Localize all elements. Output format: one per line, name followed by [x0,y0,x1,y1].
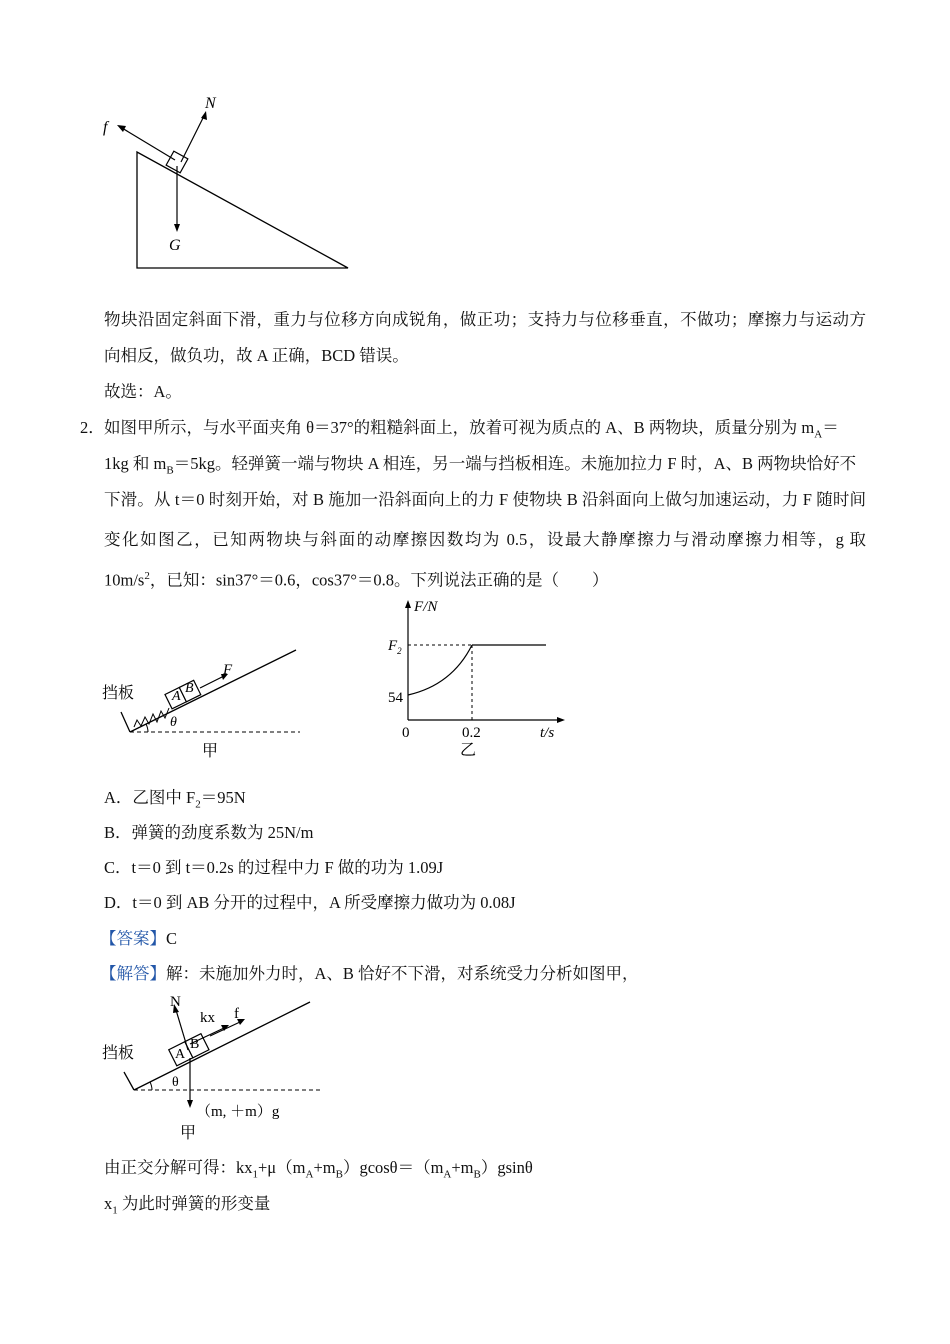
q2-line3: 下滑。从 t＝0 时刻开始，对 B 施加一沿斜面向上的力 F 使物块 B 沿斜面向上做匀加速运动，力 F 随时间 [104,490,866,509]
q2-l5-sup: 2 [144,570,150,582]
q2-l1-end: ＝ [822,418,839,437]
note-x: x [104,1194,113,1213]
figure-yi-graph [380,595,580,765]
label-f: f [234,1006,239,1022]
option-B: B．弹簧的劲度系数为 25N/m [104,823,314,842]
caption-jia: 甲 [202,743,219,760]
caption-yi: 乙 [460,742,477,759]
ylabel: F/N [414,599,438,615]
normal-arrow [181,116,204,162]
choice-line: 故选：A。 [104,382,182,401]
answer-line [100,929,177,949]
equation-line [104,1158,533,1184]
caption-jia2: 甲 [180,1125,197,1142]
incline-force-diagram [95,88,365,278]
label-f: f [103,119,108,136]
note-line [104,1194,270,1220]
tick-origin: 0 [402,725,410,741]
baffle-wall [121,712,130,732]
para1-line2: 向相反，做负功，故 A 正确，BCD 错误。 [104,346,409,365]
label-A: A [172,689,181,704]
q2-line5 [104,566,609,591]
label-B: B [190,1037,200,1052]
tick-0.2: 0.2 [462,725,481,741]
option-C: C．t＝0 到 t＝0.2s 的过程中力 F 做的功为 1.09J [104,858,444,877]
q2-l5-text: 10m/s [104,570,145,590]
xlabel: t/s [540,725,555,741]
q2-line1 [104,418,866,444]
eq-part-a: 由正交分解可得：kx [104,1158,253,1177]
eq-part-b: +μ（m [258,1158,306,1177]
q2-l2-end: ＝5kg。轻弹簧一端与物块 A 相连，另一端与挡板相连。未施加拉力 F 时，A、B 两物块恰好不 [173,454,857,473]
label-G: G [169,237,181,254]
q2-l2-sub: B [166,464,174,477]
eq-part-e: +m [451,1158,474,1177]
figure-jia-solution [100,992,330,1148]
label-N: N [170,994,181,1010]
eq-part-c: +m [313,1158,336,1177]
eq-sub-A2: A [443,1168,452,1181]
label-kx: kx [200,1010,215,1026]
q2-line2 [104,454,856,480]
q2-l5-end: ，已知：sin37°＝0.6，cos37°＝0.8。下列说法正确的是（ ） [149,570,609,590]
answer-value: C [166,929,178,948]
friction-arrow [122,128,175,160]
figure-jia [100,640,315,765]
note-sub: 1 [112,1204,118,1217]
tick-54: 54 [388,690,403,706]
label-weight: （m, ＋m）g [196,1104,280,1120]
q2-l2-text: 1kg 和 m [104,454,167,473]
label-theta: θ [170,715,177,730]
label-baffle: 挡板 [102,685,135,702]
question-number: 2． [80,418,105,437]
option-A-sub: 2 [195,798,201,811]
eq-part-d: ）gcosθ＝（m [342,1158,444,1177]
eq-sub-B: B [335,1168,343,1181]
q2-l1-text: 如图甲所示，与水平面夹角 θ＝37°的粗糙斜面上，放着可视为质点的 A、B 两物块，质量分别为 m [104,418,815,437]
q2-line4: 变化如图乙，已知两物块与斜面的动摩擦因数均为 0.5，设最大静摩擦力与滑动摩擦力相等，g 取 [104,530,867,549]
note-text: 为此时弹簧的形变量 [117,1194,271,1213]
para1-line1: 物块沿固定斜面下滑，重力与位移方向成锐角，做正功；支持力与位移垂直，不做功；摩擦力与运动方 [104,310,866,329]
F-curve [408,645,472,695]
baffle-wall [124,1072,134,1090]
eq-sub-1: 1 [252,1168,258,1181]
spring [134,708,169,727]
solution-text: 解：未施加外力时，A、B 恰好不下滑，对系统受力分析如图甲， [166,964,639,983]
option-D: D．t＝0 到 AB 分开的过程中，A 所受摩擦力做功为 0.08J [104,893,516,912]
label-N: N [205,95,216,112]
eq-sub-B2: B [473,1168,481,1181]
option-A [104,788,246,814]
label-baffle: 挡板 [102,1045,135,1062]
eq-part-f: ）gsinθ [480,1158,533,1177]
label-F: F [223,662,233,678]
option-A-text: A．乙图中 F [104,788,196,807]
label-theta: θ [172,1075,179,1090]
solution-line [100,964,639,984]
option-A-end: ＝95N [200,788,246,807]
eq-sub-A: A [305,1168,314,1181]
label-F2: $F_2$ [388,638,402,656]
solution-tag: 【解答】 [100,964,166,983]
label-B: B [185,681,194,696]
answer-tag: 【答案】 [100,929,166,948]
q2-l1-sub: A [814,428,823,441]
force-F-arrow [200,676,224,688]
label-A: A [175,1047,186,1062]
